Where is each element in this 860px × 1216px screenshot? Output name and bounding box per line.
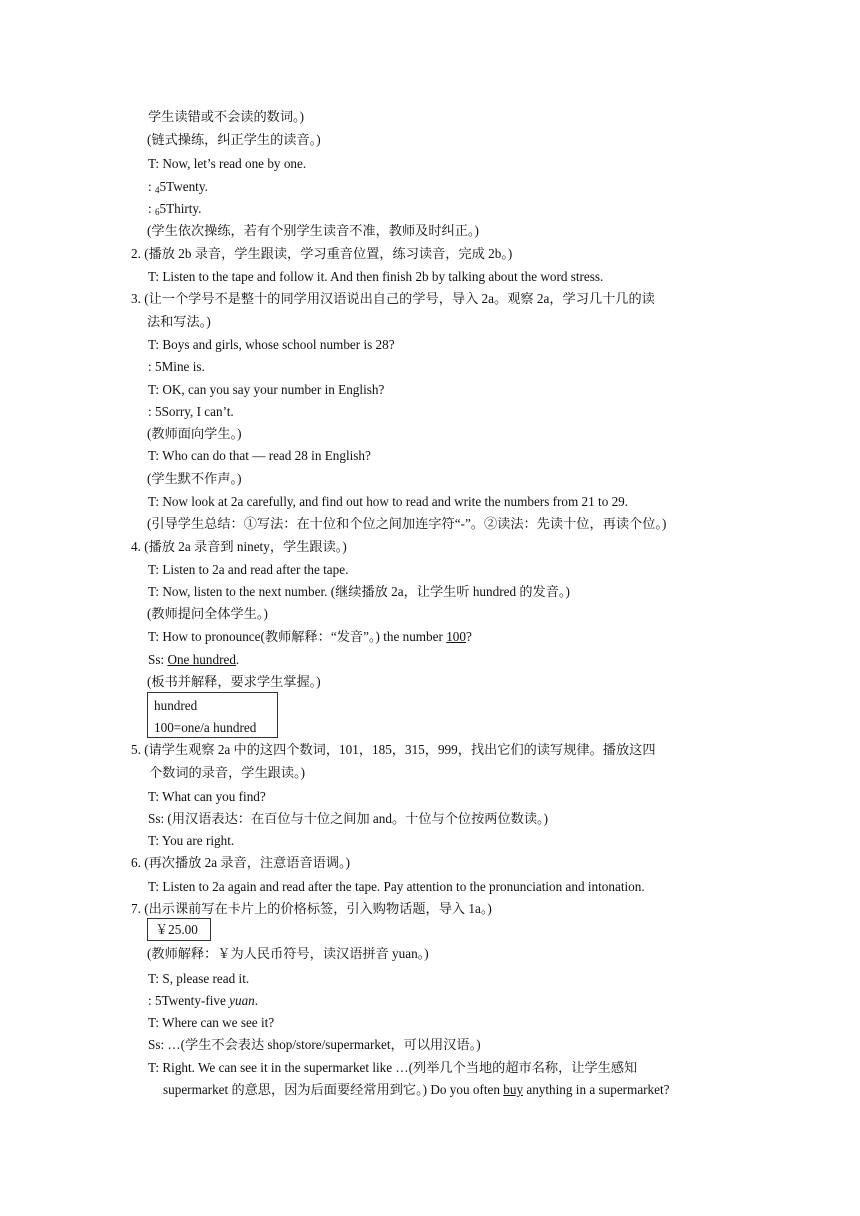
- text-line: T: What can you find?: [148, 789, 266, 804]
- text-line: 4. (播放 2a 录音到 ninety，学生跟读。): [131, 539, 347, 554]
- text-line: T: OK, can you say your number in English?: [148, 382, 385, 397]
- text-line: Ss: …(学生不会表达 shop/store/supermarket，可以用汉语。): [148, 1037, 481, 1052]
- text-line: 个数词的录音，学生跟读。): [149, 765, 306, 780]
- text-line: 5. (请学生观察 2a 中的这四个数词，101，185，315，999，找出它们的读写规律。播放这四: [131, 742, 656, 757]
- text-line: (学生依次操练，若有个别学生读音不准，教师及时纠正。): [147, 223, 479, 238]
- text-line: (引导学生总结：①写法：在十位和个位之间加连字符“-”。②读法：先读十位，再读个位。): [147, 516, 667, 531]
- text-line: T: Now, let’s read one by one.: [148, 156, 307, 171]
- text-line: T: Now, listen to the next number. (继续播放 2a，让学生听 hundred 的发音。): [148, 584, 570, 599]
- text-line: (链式操练，纠正学生的读音。): [147, 132, 321, 147]
- text-line: T: S, please read it.: [148, 971, 250, 986]
- text-line: Ss: (用汉语表达：在百位与十位之间加 and。十位与个位按两位数读。): [148, 811, 549, 826]
- text-line: T: How to pronounce(教师解释：“发音”。) the number 100?: [148, 629, 472, 644]
- text-line: Ss: One hundred.: [148, 652, 240, 667]
- text-line: (板书并解释，要求学生掌握。): [147, 674, 321, 689]
- text-line: (教师解释：￥为人民币符号，读汉语拼音 yuan。): [147, 946, 429, 961]
- text-line: (教师面向学生。): [147, 426, 242, 441]
- text-line: T: You are right.: [148, 833, 235, 848]
- text-line: 3. (让一个学号不是整十的同学用汉语说出自己的学号，导入 2a。观察 2a，学习几十几的读: [131, 291, 655, 306]
- text-line: hundred: [154, 698, 198, 713]
- text-line: 100=one/a hundred: [154, 720, 257, 735]
- text-line: T: Listen to the tape and follow it. And then finish 2b by talking about the word stress.: [148, 269, 604, 284]
- text-line: T: Who can do that — read 28 in English?: [148, 448, 371, 463]
- text-line: T: Boys and girls, whose school number is 28?: [148, 337, 395, 352]
- text-line: 2. (播放 2b 录音，学生跟读，学习重音位置，练习读音，完成 2b。): [131, 246, 513, 261]
- text-line: : $_6$5Thirty.: [148, 201, 202, 217]
- text-line: (教师提问全体学生。): [147, 606, 268, 621]
- text-line: : 5Sorry, I can’t.: [148, 404, 234, 419]
- text-line: : $_4$5Twenty.: [148, 179, 208, 195]
- text-line: : 5Twenty-five yuan.: [148, 993, 259, 1008]
- text-line: 7. (出示课前写在卡片上的价格标签，引入购物话题，导入 1a。): [131, 901, 492, 916]
- text-line: 6. (再次播放 2a 录音，注意语音语调。): [131, 855, 351, 870]
- text-line: T: Listen to 2a again and read after the tape. Pay attention to the pronunciation and intonation.: [148, 879, 645, 894]
- text-line: T: Where can we see it?: [148, 1015, 275, 1030]
- text-line: : 5Mine is.: [148, 359, 205, 374]
- text-line: 法和写法。): [147, 314, 211, 329]
- text-line: T: Listen to 2a and read after the tape.: [148, 562, 349, 577]
- text-line: T: Right. We can see it in the supermarket like …(列举几个当地的超市名称，让学生感知: [148, 1060, 638, 1075]
- text-line: (学生默不作声。): [147, 471, 242, 486]
- text-line: 学生读错或不会读的数词。): [148, 109, 305, 124]
- text-line: T: Now look at 2a carefully, and find out how to read and write the numbers from 21 to 29.: [148, 494, 629, 509]
- text-line: supermarket 的意思，因为后面要经常用到它。) Do you often buy anything in a supermarket?: [163, 1082, 670, 1097]
- text-line: ￥25.00: [155, 922, 198, 937]
